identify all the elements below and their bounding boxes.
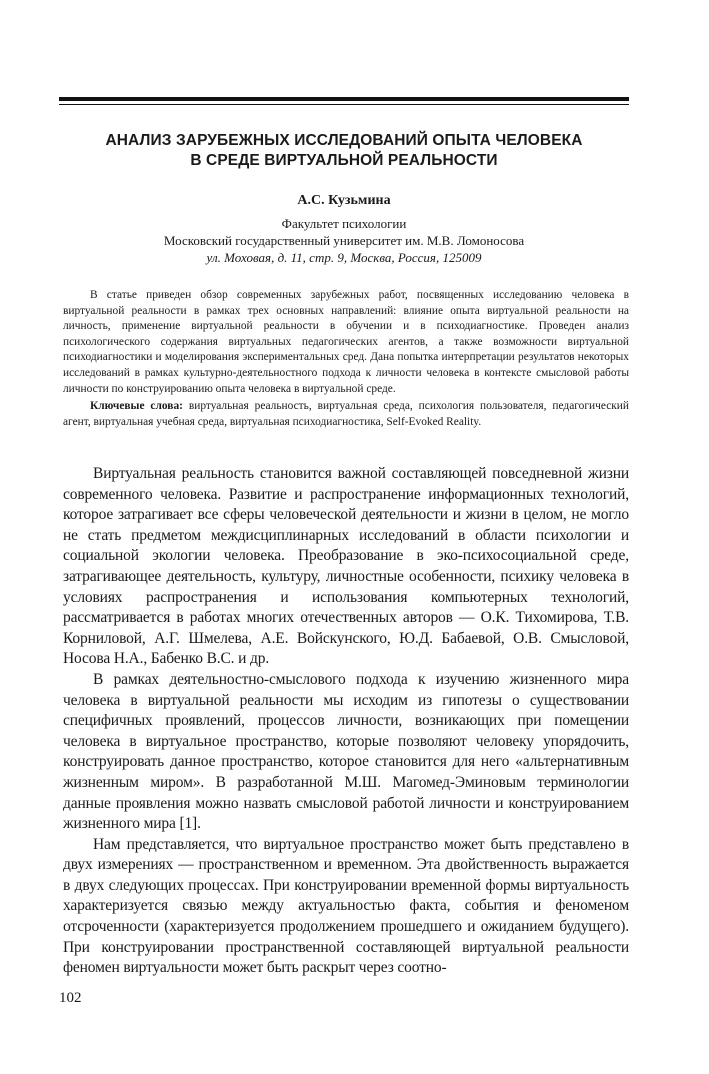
affiliation xyxy=(59,215,629,266)
keywords xyxy=(63,399,629,430)
article-body xyxy=(63,464,629,979)
paragraph-2: В рамках деятельностно-смыслового подхода к изучению жизненного мира человека в виртуальной реальности мы исходим из гипотезы о существовании специфичных проявлений, процессов личности, возникающих при помещении человека в виртуальное пространство, которые позволяют человеку упорядочить, конструировать данное пространство, которое становится для него «альтернативным жизненным миром». В разработанной М.Ш. Магомед-Эминовым терминологии данные проявления можно назвать смысловой работой личности и конструированием жизненного мира [1]. xyxy=(63,670,629,833)
header-rule-thick xyxy=(59,97,629,101)
address: ул. Моховая, д. 11, стр. 9, Москва, Россия, 125009 xyxy=(206,250,482,265)
abstract xyxy=(63,288,629,430)
university: Московский государственный университет им. М.В. Ломоносова xyxy=(163,233,525,248)
abstract-text: В статье приведен обзор современных зарубежных работ, посвященных исследованию человека в виртуальной реальности в рамках трех основных направлений: влияние опыта виртуальной реальности на личность, применение виртуальной реальности в обучении и в психодиагностике. Проведен анализ психологического содержания виртуальных педагогических агентов, а также возможности виртуальной психодиагностики и моделирования экспериментальных сред. Дана попытка интерпретации результатов некоторых исследований в рамках культурно-деятельностного подхода к личности человека в контексте смысловой работы личности по конструированию опыта человека в виртуальной среде. xyxy=(63,289,629,395)
header-rule-thin xyxy=(59,104,629,105)
keywords-list: виртуальная реальность, виртуальная среда, психология пользователя, педагогический агент, виртуальная учебная среда, виртуальная психодиагностика, Self-Evoked Reality. xyxy=(63,400,629,428)
author-name: А.С. Кузьмина xyxy=(297,193,391,208)
page-number: 102 xyxy=(59,990,82,1006)
keywords-label: Ключевые слова: xyxy=(90,400,183,413)
title-line-1: АНАЛИЗ ЗАРУБЕЖНЫХ ИССЛЕДОВАНИЙ ОПЫТА ЧЕЛОВЕКА xyxy=(105,132,583,149)
paragraph-1: Виртуальная реальность становится важной составляющей повседневной жизни современного человека. Развитие и распространение информационных технологий, которое затрагивает все сферы человеческой деятельности и жизни в целом, не могло не стать предметом междисциплинарных исследований в области психологии и социальной экологии человека. Преобразование в эко-психосоциальной среде, затрагивающее деятельность, культуру, личностные особенности, психику человека в условиях распространения и использования компьютерных технологий, рассматривается в работах многих отечественных авторов — О.К. Тихомирова, Т.В. Корниловой, А.Г. Шмелева, А.Е. Войскунского, Ю.Д. Бабаевой, О.В. Смысловой, Носова Н.А., Бабенко В.С. и др. xyxy=(63,465,629,668)
paragraph-3: Нам представляется, что виртуальное пространство может быть представлено в двух измерениях — пространственном и временном. Эта двойственность выражается в двух следующих процессах. При конструировании временной формы виртуальность характеризуется связью между актуальностью факта, события и феноменом отсроченности (характеризуется продолжением прошедшего и ожиданием будущего). При конструировании пространственной составляющей виртуальной реальности феномен виртуальности может быть раскрыт через соотно- xyxy=(63,835,629,977)
title-line-2: В СРЕДЕ ВИРТУАЛЬНОЙ РЕАЛЬНОСТИ xyxy=(190,152,498,169)
article-title xyxy=(59,131,629,171)
faculty: Факультет психологии xyxy=(281,216,407,231)
